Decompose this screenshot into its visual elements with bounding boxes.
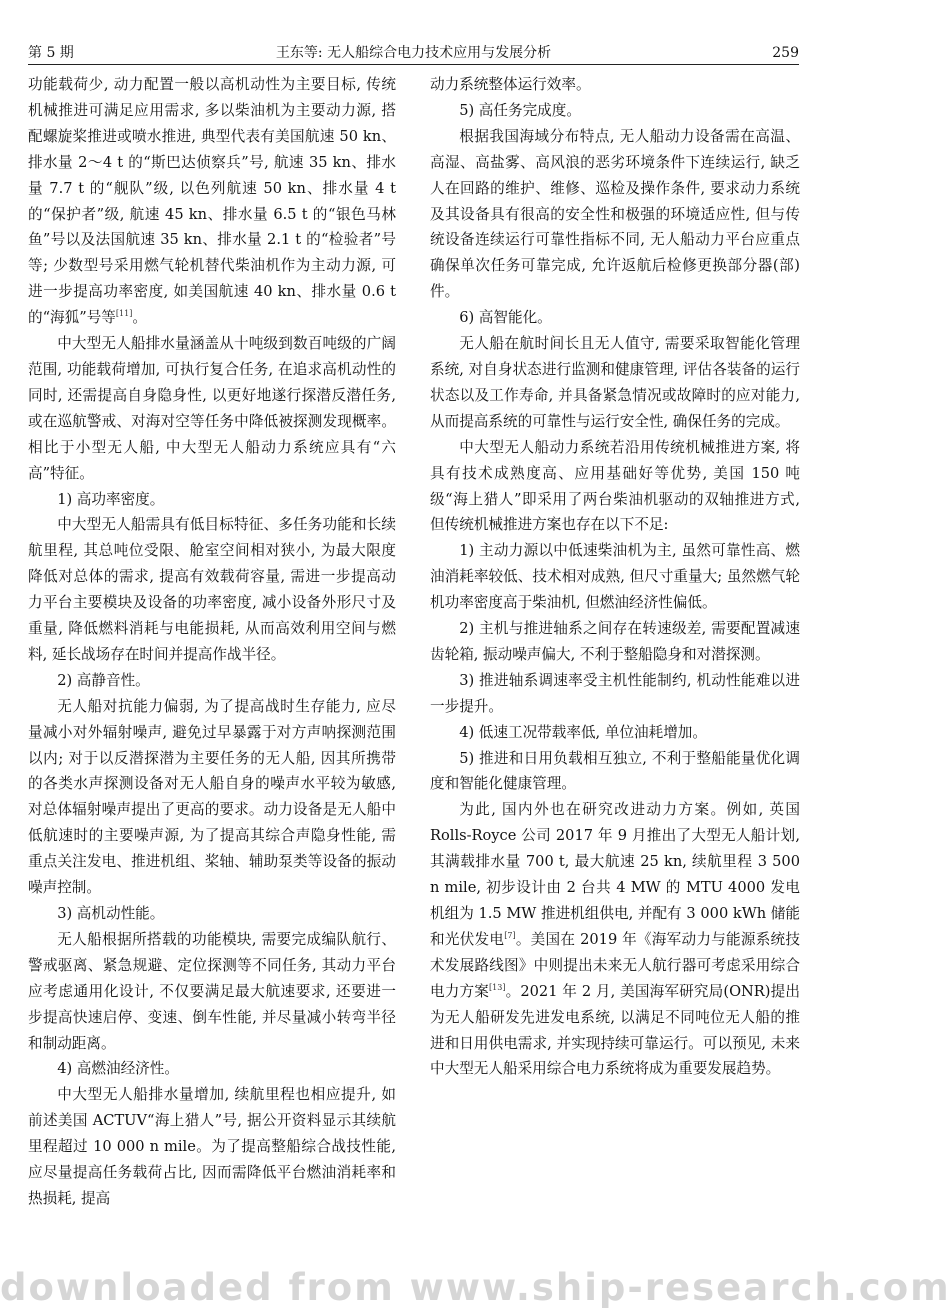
list-item: 4) 低速工况带载率低, 单位油耗增加。: [459, 723, 707, 741]
list-item: 5) 推进和日用负载相互独立, 不利于整船能量优化调度和智能化健康管理。: [430, 749, 800, 793]
paragraph: 无人船在航时间长且无人值守, 需要采取智能化管理系统, 对自身状态进行监测和健康管理, 评估各装备的运行状态以及工作寿命, 并具备紧急情况或故障时的应对能力, 从而提高系统的可靠性与运行安全性, 确保任务的完成。: [430, 335, 800, 430]
list-heading: 5) 高任务完成度。: [459, 101, 581, 119]
list-heading: 6) 高智能化。: [459, 309, 552, 327]
right-column: [430, 72, 800, 1082]
left-column: [28, 72, 396, 1212]
issue-number: 第 5 期: [28, 45, 74, 61]
paragraph: 根据我国海域分布特点, 无人船动力设备需在高温、高湿、高盐雾、高风浪的恶劣环境条件下连续运行, 缺乏人在回路的维护、维修、巡检及操作条件, 要求动力系统及其设备具有很高的安全性和极强的环境适应性, 但与传统设备连续运行可靠性指标不同, 无人船动力平台应重点确保单次任务可靠完成, 允许返航后检修更换部分器(部)件。: [430, 127, 800, 301]
citation: [7]: [504, 931, 516, 941]
list-item: 1) 主动力源以中低速柴油机为主, 虽然可靠性高、燃油消耗率较低、技术相对成熟, 但尺寸重量大; 虽然燃气轮机功率密度高于柴油机, 但燃油经济性偏低。: [430, 542, 800, 612]
running-header: [28, 42, 799, 65]
list-heading: 3) 高机动性能。: [57, 905, 165, 922]
list-item: 2) 主机与推进轴系之间存在转速级差, 需要配置减速齿轮箱, 振动噪声偏大, 不利于整船隐身和对潜探测。: [430, 620, 800, 663]
list-heading: 4) 高燃油经济性。: [57, 1060, 179, 1078]
download-watermark: downloaded from www.ship-research.com: [0, 1266, 951, 1309]
page-number: 259: [772, 45, 799, 61]
citation: [11]: [115, 309, 133, 319]
list-item: 3) 推进轴系调速率受主机性能制约, 机动性能难以进一步提升。: [430, 671, 800, 715]
paragraph: 为此, 国内外也在研究改进动力方案。例如, 英国 Rolls-Royce 公司 2017 年 9 月推出了大型无人船计划, 其满载排水量 700 t, 最大航速 25 kn, 续航里程 3 500 n mile, 初步设计由 2 台共 4 MW 的 MTU 4000 发电机组为 1.5 MW 推进机组供电, 并配有 3 000 kWh 储能和光伏发电[7]。美国在 2019 年《海军动力与能源系统技术发展路线图》中则提出未来无人航行器可考虑采用综合电力方案[13]。2021 年 2 月, 美国海军研究局(ONR)提出为无人船研发先进发电系统, 以满足不同吨位无人船的推进和日用供电需求, 并实现持续可靠运行。可以预见, 未来中大型无人船采用综合电力系统将成为重要发展趋势。: [430, 801, 800, 1078]
list-heading: 1) 高功率密度。: [57, 490, 165, 508]
paragraph: 无人船对抗能力偏弱, 为了提高战时生存能力, 应尽量减小对外辐射噪声, 避免过早暴露于对方声呐探测范围以内; 对于以反潜探潜为主要任务的无人船, 因其所携带的各类水声探测设备对无人船自身的噪声水平较为敏感, 对总体辐射噪声提出了更高的要求。动力设备是无人船中低航速时的主要噪声源, 为了提高其综合声隐身性能, 需重点关注发电、推进机组、桨轴、辅助泵类等设备的振动噪声控制。: [28, 697, 396, 897]
paragraph: 中大型无人船排水量涵盖从十吨级到数百吨级的广阔范围, 功能载荷增加, 可执行复合任务, 在追求高机动性的同时, 还需提高自身隐身性, 以更好地遂行探潜反潜任务, 或在巡航警戒、对海对空等任务中降低被探测发现概率。相比于小型无人船, 中大型无人船动力系统应具有“六高”特征。: [28, 335, 396, 482]
running-title: 王东等: 无人船综合电力技术应用与发展分析: [275, 45, 552, 61]
paragraph: 中大型无人船需具有低目标特征、多任务功能和长续航里程, 其总吨位受限、舱室空间相对狭小, 为最大限度降低对总体的需求, 提高有效载荷容量, 需进一步提高动力平台主要模块及设备的功率密度, 减小设备外形尺寸及重量, 降低燃料消耗与电能损耗, 从而高效利用空间与燃料, 延长战场存在时间并提高作战半径。: [28, 516, 396, 663]
paragraph: 功能载荷少, 动力配置一般以高机动性为主要目标, 传统机械推进可满足应用需求, 多以柴油机为主要动力源, 搭配螺旋桨推进或喷水推进, 典型代表有美国航速 50 kn、排水量 2～4 t 的“斯巴达侦察兵”号, 航速 35 kn、排水量 7.7 t 的“舰队”级, 以色列航速 50 kn、排水量 4 t 的“保护者”级, 航速 45 kn、排水量 6.5 t 的“银色马林鱼”号以及法国航速 35 kn、排水量 2.1 t 的“检验者”号等; 少数型号采用燃气轮机替代柴油机作为主动力源, 可进一步提高功率密度, 如美国航速 40 kn、排水量 0.6 t 的“海狐”号等[11]。: [28, 76, 396, 327]
paragraph: 中大型无人船动力系统若沿用传统机械推进方案, 将具有技术成熟度高、应用基础好等优势, 美国 150 吨级“海上猎人”即采用了两台柴油机驱动的双轴推进方式, 但传统机械推进方案也存在以下不足:: [430, 438, 800, 534]
paragraph: 中大型无人船排水量增加, 续航里程也相应提升, 如前述美国 ACTUV“海上猎人”号, 据公开资料显示其续航里程超过 10 000 n mile。为了提高整船综合战技性能, 应尽量提高任务载荷占比, 因而需降低平台燃油消耗率和热损耗, 提高: [28, 1086, 396, 1207]
citation: [13]: [489, 982, 506, 992]
list-heading: 2) 高静音性。: [57, 671, 150, 689]
paragraph: 动力系统整体运行效率。: [430, 76, 591, 93]
paragraph: 无人船根据所搭载的功能模块, 需要完成编队航行、警戒驱离、紧急规避、定位探测等不同任务, 其动力平台应考虑通用化设计, 不仅要满足最大航速要求, 还要进一步提高快速启停、变速、倒车性能, 并尽量减小转弯半径和制动距离。: [28, 930, 396, 1052]
